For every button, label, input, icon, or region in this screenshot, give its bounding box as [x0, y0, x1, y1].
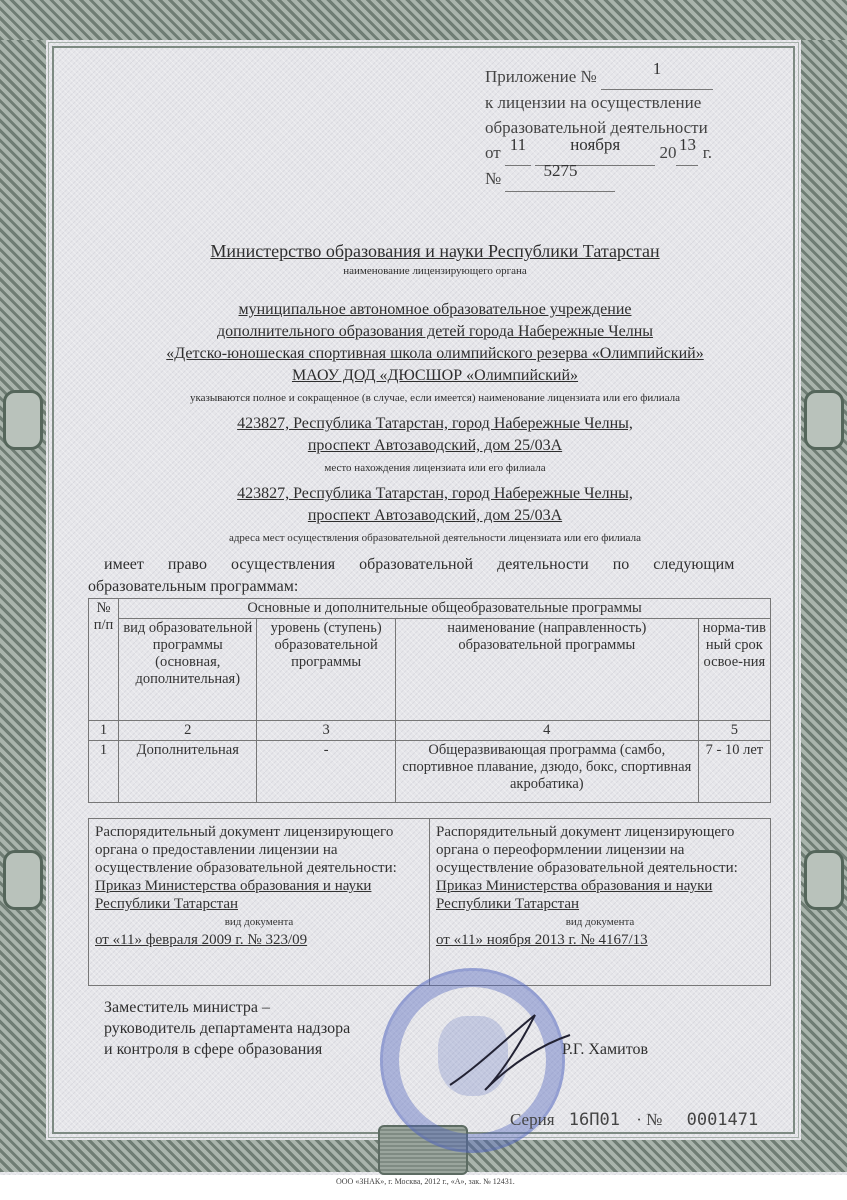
signatory-line: Заместитель министра – [104, 999, 270, 1016]
doc-date: от «11» февраля 2009 г. № 323/09 [95, 932, 308, 948]
appendix-line: к лицензии на осуществление [485, 93, 702, 112]
right-text-line: образовательным программам: [88, 578, 299, 595]
cell-no: 1 [89, 741, 119, 803]
location-line: 423827, Республика Татарстан, город Набережные Челны, [237, 415, 633, 432]
location-line: проспект Автозаводский, дом 25/03А [307, 437, 563, 454]
series-label: Серия [510, 1110, 555, 1129]
license-no-label: № [485, 169, 502, 188]
col-number: 3 [257, 721, 395, 741]
reissue-document [430, 819, 771, 986]
doc-type: Приказ Министерства образования и науки Республики Татарстан [95, 878, 372, 912]
appendix-number: 1 [652, 59, 662, 78]
licensee-caption: указываются полное и сокращенное (в случае, если имеется) наименование лицензиата или его филиала [189, 392, 681, 404]
series-value: 16П01 [568, 1110, 620, 1130]
licensee-line: дополнительного образования детей города Набережные Челны [217, 323, 653, 340]
date-prefix: от [485, 143, 501, 162]
right-text-line: имеет право осуществления образовательной деятельности по следующим [104, 556, 735, 573]
signatory-title [104, 997, 350, 1060]
ornamental-border-left [0, 0, 46, 1172]
cell-term: 7 - 10 лет [698, 741, 770, 803]
col-number: 1 [89, 721, 119, 741]
knot-ornament-icon [3, 850, 43, 910]
table-row [89, 741, 771, 803]
authority-caption: наименование лицензирующего органа [343, 265, 527, 277]
series-line [510, 1110, 758, 1130]
col-header-no: № п/п [89, 599, 119, 721]
signature [440, 1005, 580, 1095]
doc-caption: вид документа [224, 916, 294, 928]
license-day: 11 [509, 135, 527, 154]
col-header-level: уровень (ступень) образовательной программы [257, 619, 395, 721]
group-header: Основные и дополнительные общеобразовательные программы [119, 599, 771, 619]
authority-name: Министерство образования и науки Республики Татарстан [210, 241, 660, 261]
cell-level: - [257, 741, 395, 803]
col-header-term: норма-тивный срок освое-ния [698, 619, 770, 721]
year-prefix: 20 [659, 143, 677, 162]
appendix-label: Приложение № [485, 67, 597, 86]
col-header-type: вид образовательной программы (основная, дополнительная) [119, 619, 257, 721]
signatory-name: Р.Г. Хамитов [562, 1041, 649, 1058]
activity-address-caption: адреса мест осуществления образовательной деятельности лицензиата или его филиала [228, 532, 642, 544]
activity-address-line: проспект Автозаводский, дом 25/03А [307, 507, 563, 524]
year-label: г. [702, 143, 713, 162]
signatory-line: и контроля в сфере образования [104, 1041, 323, 1058]
ornamental-border-right [801, 0, 847, 1172]
licensee-line: муниципальное автономное образовательное учреждение [238, 301, 632, 318]
documents-table [88, 818, 771, 986]
printer-info: ООО «ЗНАК», г. Москва, 2012 г., «А», зак. № 12431. [336, 1177, 515, 1186]
doc-title: Распорядительный документ лицензирующего органа о переоформлении лицензии на осуществление образовательной деятельности: [436, 824, 738, 876]
doc-title: Распорядительный документ лицензирующего органа о предоставлении лицензии на осуществление образовательной деятельности: [95, 824, 397, 876]
col-number: 4 [395, 721, 698, 741]
cell-name: Общеразвивающая программа (самбо, спортивное плавание, дзюдо, бокс, спортивная акробатика) [395, 741, 698, 803]
licensee-line: «Детско-юношеская спортивная школа олимпийского резерва «Олимпийский» [166, 345, 704, 362]
col-number: 5 [698, 721, 770, 741]
series-number: 0001471 [686, 1110, 759, 1130]
license-number: 5275 [543, 161, 578, 180]
doc-caption: вид документа [565, 916, 635, 928]
signatory-line: руководитель департамента надзора [104, 1020, 351, 1037]
location-caption: место нахождения лицензиата или его филиала [324, 462, 546, 474]
ornamental-border-top [0, 0, 847, 40]
cell-type: Дополнительная [119, 741, 257, 803]
col-header-name: наименование (направленность) образовательной программы [395, 619, 698, 721]
programs-table [88, 598, 771, 803]
appendix-line: образовательной деятельности [485, 118, 708, 137]
grant-document [89, 819, 430, 986]
license-month: ноября [570, 135, 621, 154]
doc-type: Приказ Министерства образования и науки Республики Татарстан [436, 878, 713, 912]
year-suffix: 13 [678, 135, 696, 154]
column-number-row [89, 721, 771, 741]
doc-date: от «11» ноября 2013 г. № 4167/13 [436, 932, 648, 948]
appendix-block [485, 59, 713, 192]
activity-address-line: 423827, Республика Татарстан, город Набережные Челны, [237, 485, 633, 502]
licensee-line: МАОУ ДОД «ДЮСШОР «Олимпийский» [291, 367, 579, 384]
knot-ornament-icon [804, 850, 844, 910]
col-number: 2 [119, 721, 257, 741]
series-no-label: · № [636, 1110, 663, 1129]
